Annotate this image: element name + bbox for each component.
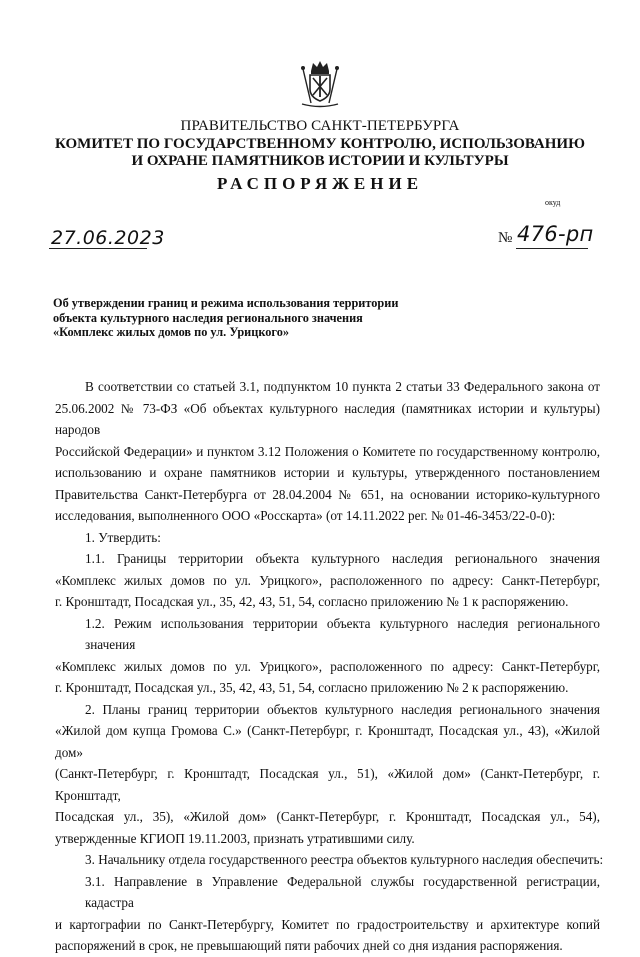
body-line: использованию и охране памятников истории и культуры, утвержденного постановлением [55, 465, 600, 480]
body-line: 3. Начальнику отдела государственного реестра объектов культурного наследия обеспечить: [85, 852, 604, 867]
okud-label: окуд [545, 198, 561, 207]
order-number: 476-рп [517, 222, 594, 246]
body-line: утвержденные КГИОП 19.11.2003, признать утратившими силу. [55, 830, 415, 846]
body-line: 3.1. Направление в Управление Федеральной службы государственной регистрации, кадастра [85, 873, 600, 910]
order-body [55, 376, 604, 957]
body-line: 1.1. Границы территории объекта культурного наследия регионального значения [85, 551, 600, 566]
body-line: 2. Планы границ территории объектов культурного наследия регионального значения [85, 701, 600, 717]
body-line: 1.2. Режим использования территории объекта культурного наследия регионального значения [85, 615, 600, 652]
coat-of-arms-icon [297, 57, 343, 109]
body-line: исследования, выполненного ООО «Росскарта» (от 14.11.2022 рег. № 01-46-3453/22-0-0): [55, 508, 556, 523]
body-line: г. Кронштадт, Посадская ул., 35, 42, 43, 51, 54, согласно приложению № 1 к распоряжению. [55, 594, 569, 609]
date-underline [49, 248, 147, 249]
body-line: 25.06.2002 № 73-ФЗ «Об объектах культурного наследия (памятниках истории и культуры) народов [55, 400, 600, 437]
subject-line-2: объекта культурного наследия регионального значения [53, 310, 363, 325]
body-line: г. Кронштадт, Посадская ул., 35, 42, 43, 51, 54, согласно приложению № 2 к распоряжению. [55, 680, 569, 695]
body-line: В соответствии со статьей 3.1, подпунктом 10 пункта 2 статьи 33 Федерального закона от [85, 379, 600, 394]
body-line: Посадская ул., 35), «Жилой дом» (Санкт-Петербург, г. Кронштадт, Посадская ул., 54), [55, 809, 600, 824]
body-line: распоряжений в срок, не превышающий пяти рабочих дней со дня издания распоряжения. [55, 938, 563, 953]
committee-name [0, 136, 640, 170]
body-line: (Санкт-Петербург, г. Кронштадт, Посадская ул., 51), «Жилой дом» (Санкт-Петербург, г. Кронштадт, [55, 766, 600, 803]
order-subject [53, 296, 398, 340]
body-line: Российской Федерации» и пунктом 3.12 Положения о Комитете по государственному контролю, [55, 443, 600, 459]
body-line: «Комплекс жилых домов по ул. Урицкого», расположенного по адресу: Санкт-Петербург, [55, 658, 600, 674]
body-line: «Жилой дом купца Громова С.» (Санкт-Петербург, г. Кронштадт, Посадская ул., 43), «Жилой дом» [55, 723, 600, 760]
committee-name-line-2: И ОХРАНЕ ПАМЯТНИКОВ ИСТОРИИ И КУЛЬТУРЫ [131, 153, 509, 169]
body-line: «Комплекс жилых домов по ул. Урицкого», расположенного по адресу: Санкт-Петербург, [55, 572, 600, 588]
committee-name-line-1: КОМИТЕТ ПО ГОСУДАРСТВЕННОМУ КОНТРОЛЮ, ИСПОЛЬЗОВАНИЮ [55, 136, 585, 152]
subject-line-1: Об утверждении границ и режима использования территории [53, 296, 399, 310]
order-date: 27.06.2023 [51, 227, 165, 249]
number-underline [516, 248, 588, 249]
document-type-title: РАСПОРЯЖЕНИЕ [216, 174, 424, 193]
government-title: ПРАВИТЕЛЬСТВО САНКТ-ПЕТЕРБУРГА [180, 118, 460, 134]
subject-line-3: «Комплекс жилых домов по ул. Урицкого» [53, 325, 289, 339]
number-sign: № [498, 230, 513, 246]
body-line: 1. Утвердить: [85, 529, 161, 545]
body-line: и картографии по Санкт-Петербургу, Комитет по градостроительству и архитектуре копий [55, 916, 600, 932]
body-line: Правительства Санкт-Петербурга от 28.04.2004 № 651, на основании историко-культурного [55, 486, 600, 502]
